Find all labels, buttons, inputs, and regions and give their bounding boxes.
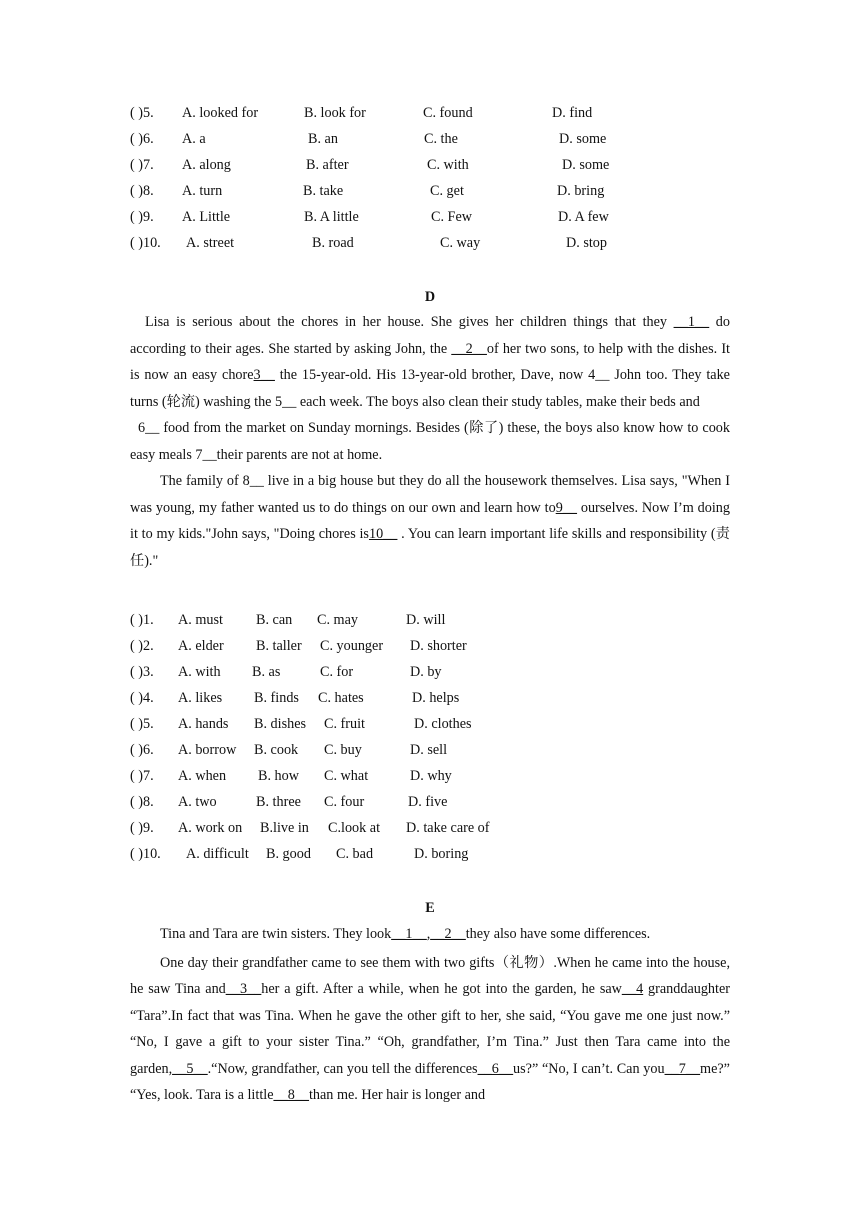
section-e-passage (130, 921, 730, 1109)
option-b: B. look for (304, 105, 366, 121)
blank-4: __4 (621, 981, 644, 997)
option-d: D. find (552, 105, 593, 121)
option-d: D. some (562, 157, 610, 173)
blank-3: 3__ (253, 367, 275, 383)
option-c: C. way (440, 235, 481, 251)
option-b: B. after (306, 157, 349, 173)
passage-paragraph: 6__ food from the market on Sunday mornings. Besides (除了) these, the boys also know how to cook easy meals 7__their parents are not at home. (130, 420, 730, 463)
option-b: B. take (303, 183, 344, 199)
option-a: A. looked for (182, 105, 259, 121)
section-d-passage (130, 309, 730, 574)
option-d: D. some (559, 131, 607, 147)
option-a: A. street (186, 235, 235, 251)
blank-7: __7__ (664, 1060, 701, 1077)
option-b: B. road (312, 235, 354, 251)
blank-2: __2__ (451, 340, 487, 357)
blank-3: __3__ (225, 981, 262, 997)
passage-paragraph: The family of 8__ live in a big house but they do all the housework themselves. Lisa says, "When I was young, my father wanted us to do things on our own and learn how to9__ ourselves. Now I’m doing it to my kids."John says, "Doing chores is10__ . You can learn important life skills and responsibility (责任)." (130, 473, 730, 569)
blank-1: __1__ (673, 314, 710, 330)
passage-paragraph: One day their grandfather came to see them with two gifts（礼物）.When he came into the house, he saw Tina and__3__her a gift. After a while, when he got into the garden, he saw__4 granddaughter “Tara”.In fact that was Tina. When he gave the other gift to her, she said, “You gave me one just now.” “No, I gave a gift to your sister Tina.” “Oh, grandfather, I’m Tina.” Just then Tara came into the garden,__5__.“Now, grandfather, can you tell the differences__6__us?” “No, I can’t. Can you__7__me?” “Yes, look. Tara is a little__8__than me. Her hair is longer and (130, 954, 730, 1103)
option-b: B. A little (304, 209, 359, 225)
question-number: ( )5. (130, 105, 154, 121)
option-c: C. get (430, 183, 464, 199)
option-c: C. with (427, 157, 469, 173)
question-number: ( )9. (130, 209, 154, 225)
blank-5: __5__ (172, 1060, 208, 1077)
passage-paragraph: Lisa is serious about the chores in her house. She gives her children things that they __1__ do according to their ages. She started by asking John, the __2__of her two sons, to help with the dishes. It is now an easy chore3__ the 15-year-old. His 13-year-old brother, Dave, now 4__ John too. They take turns (轮流) washing the 5__ each week. The boys also clean their study tables, make their beds and (130, 314, 731, 410)
document-page: ( )5. A. looked for B. look for C. found D. find ( )6. A. a B. an C. the D. some ( )7. A. along B. after C. with D. some ( )8. A. turn B. take C. get D. bring ( )9. A. Little B. A little C. Few D. A few ( )10. A. street B. road C. way D. stop D Lisa is serious about the chores in her house. She gives her children things that they __1__ do according to their ages. She started by asking John, the __2__of her two sons, to help with the dishes. It is now an easy chore3__ the 15-year-old. His 13-year-old brother, Dave, now 4__ John too. They take turns (轮流) washing the 5__ each week. The boys also clean their study tables, make their beds and 6__ food from the market on Sunday mornings. Besides (除了) these, the boys also know how to cook easy meals 7__their parents are not at home. The family of 8__ live in a big house but they do all the housework themselves. Lisa says, "When I was young, my father wanted us to do things on our own and learn how to9__ ourselves. Now I’m doing it to my kids."John says, "Doing chores is10__ . You can learn important life skills and responsibility (责任)." ( )1. A. must B. can C. may D. will ( )2. A. elder B. taller C. younger D. shorter ( )3. A. with B. as C. for D. by ( )4. A. likes B. finds C. hates D. helps ( )5. A. hands B. dishes C. fruit D. clothes ( )6. A. borrow B. cook C. buy D. sell ( )7. A. when B. how C. what D. why ( )8. A. two B. three C. four D. five ( )9. A. work on B.live in C.look at D. take care of ( )10. A. difficult B. good C. bad D. boring E Tina and Tara are twin sisters. They look__1__,__2__they also have some differences. One day their grandfather came to see them with two gifts（礼物）.When he came into the house, he saw Tina and__3__her a gift. After a while, when he got into the garden, he saw__4 granddaughter “Tara”.In fact that was Tina. When he gave the other gift to her, she said, “You gave me one just now.” “No, I gave a gift to your sister Tina.” “Oh, grandfather, I’m Tina.” Just then Tara came into the garden,__5__.“Now, grandfather, can you tell the differences__6__us?” “No, I can’t. Can you__7__me?” “Yes, look. Tara is a little__8__than me. Her hair is longer and (0, 0, 860, 1216)
option-c: C. Few (431, 209, 472, 225)
question-number: ( )8. (130, 183, 154, 199)
section-heading-d: D (424, 289, 436, 305)
blank-9: 9__ (555, 499, 577, 516)
option-d: D. bring (557, 183, 605, 199)
blank-8: __8__ (273, 1087, 309, 1103)
section-heading-e: E (425, 900, 435, 916)
passage-paragraph: Tina and Tara are twin sisters. They look__1__,__2__they also have some differences. (160, 926, 651, 942)
option-a: A. turn (182, 183, 223, 199)
option-b: B. an (308, 131, 338, 147)
option-d: D. A few (558, 209, 609, 225)
option-a: A. along (182, 157, 231, 173)
blank-6: __6__ (477, 1060, 514, 1077)
question-number: ( )10. (130, 235, 161, 251)
option-d: D. stop (566, 235, 607, 251)
option-c: C. found (423, 105, 473, 121)
question-number: ( )6. (130, 131, 154, 147)
option-a: A. a (182, 131, 206, 147)
option-a: A. Little (182, 209, 231, 225)
blank-10: 10__ (368, 526, 398, 542)
blank-2: __2__ (430, 926, 466, 942)
blank-1: __1__ (391, 926, 427, 942)
question-number: ( )7. (130, 157, 154, 173)
option-c: C. the (424, 131, 458, 147)
